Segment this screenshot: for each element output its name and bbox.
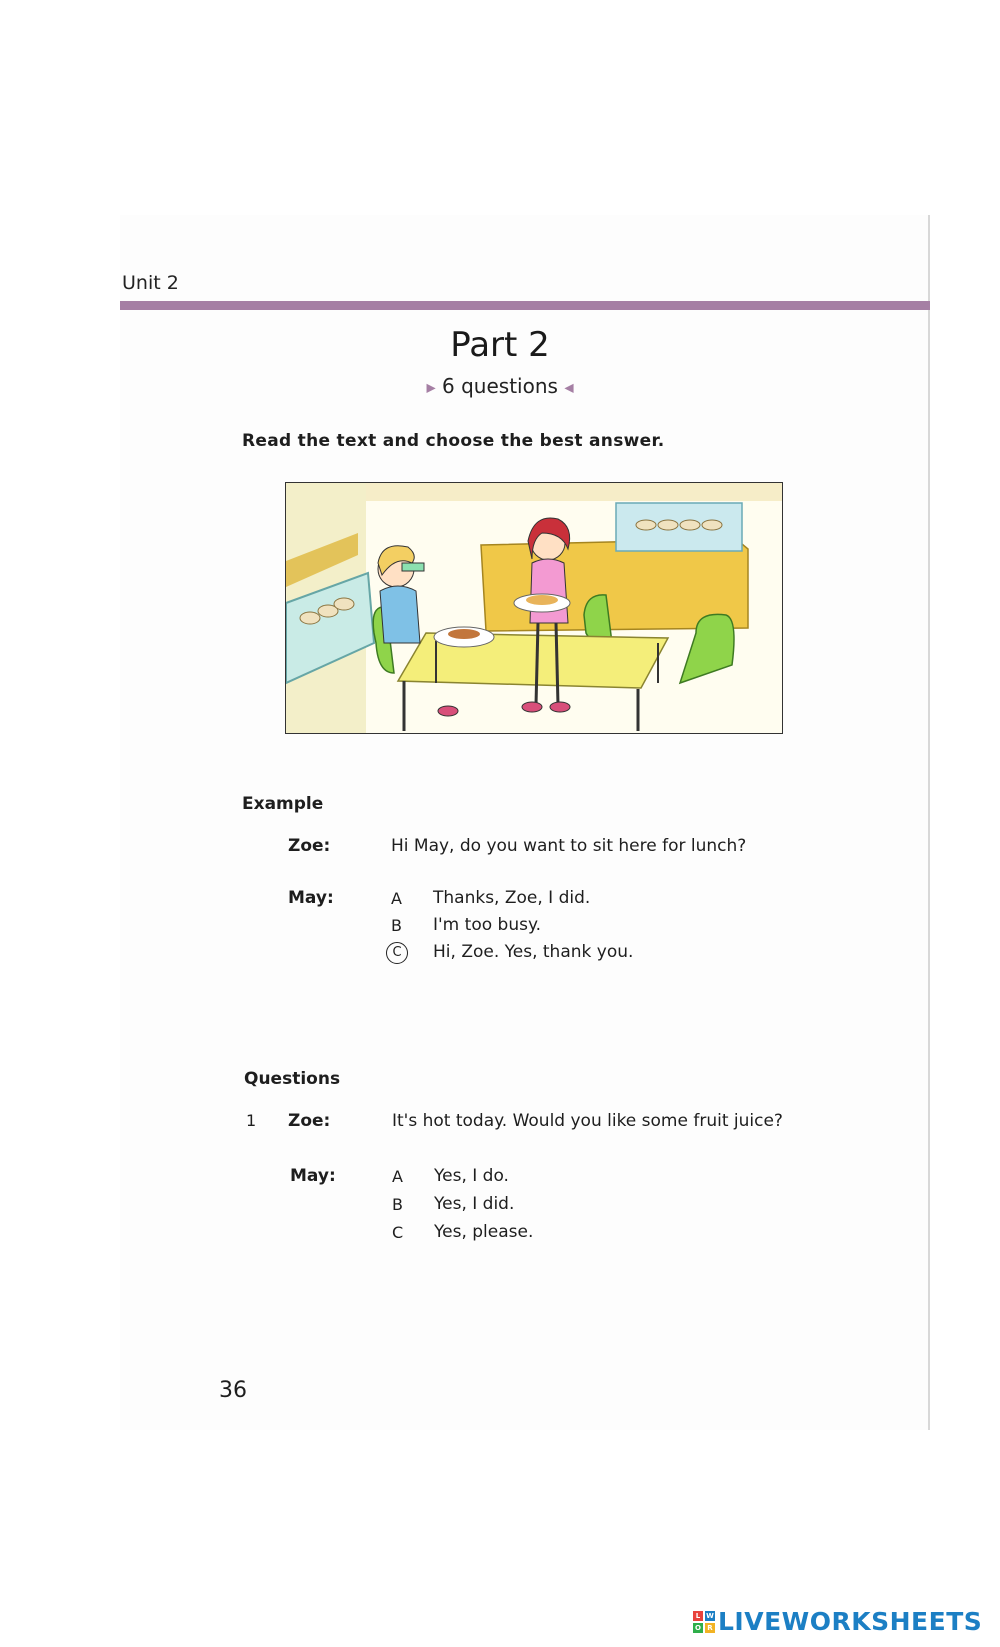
- example-option-b-text: I'm too busy.: [433, 915, 541, 935]
- unit-label: Unit 2: [122, 272, 179, 294]
- example-option-b-letter: B: [391, 916, 402, 935]
- part-subtitle: [0, 374, 1000, 398]
- example-answer-speaker: May:: [288, 888, 334, 908]
- questions-heading: Questions: [244, 1069, 341, 1089]
- question-option-c-text[interactable]: Yes, please.: [434, 1222, 534, 1242]
- cafeteria-illustration: [285, 482, 783, 734]
- page-number: 36: [219, 1378, 247, 1403]
- example-option-a-letter: A: [391, 889, 402, 908]
- example-option-a-text: Thanks, Zoe, I did.: [433, 888, 591, 908]
- liveworksheets-brand: [693, 1607, 982, 1636]
- question-prompt-speaker: Zoe:: [288, 1111, 331, 1131]
- example-option-c-letter: [391, 941, 408, 964]
- example-prompt-text: Hi May, do you want to sit here for lunch?: [391, 836, 747, 856]
- triangle-right-icon: ▶: [426, 380, 436, 395]
- instruction-text: Read the text and choose the best answer.: [242, 431, 665, 451]
- liveworksheets-logo-icon: L W O R: [693, 1611, 715, 1633]
- question-option-b-letter[interactable]: B: [392, 1195, 403, 1214]
- answer-circle: C: [386, 942, 408, 964]
- example-prompt-speaker: Zoe:: [288, 836, 331, 856]
- question-answer-speaker: May:: [290, 1166, 336, 1186]
- triangle-left-icon: ◀: [564, 380, 574, 395]
- part-title: Part 2: [450, 325, 550, 365]
- example-heading: Example: [242, 794, 324, 814]
- question-count: 6 questions: [442, 374, 558, 398]
- question-option-a-text[interactable]: Yes, I do.: [434, 1166, 509, 1186]
- question-option-b-text[interactable]: Yes, I did.: [434, 1194, 515, 1214]
- question-option-c-letter[interactable]: C: [392, 1223, 404, 1242]
- brand-name: LIVEWORKSHEETS: [718, 1607, 983, 1636]
- example-option-c-text: Hi, Zoe. Yes, thank you.: [433, 942, 634, 962]
- unit-divider-bar: [120, 301, 930, 310]
- question-number: 1: [246, 1111, 257, 1130]
- question-option-a-letter[interactable]: A: [392, 1167, 403, 1186]
- cafeteria-scene-image: [286, 483, 782, 733]
- question-prompt-text: It's hot today. Would you like some fruit juice?: [392, 1111, 783, 1131]
